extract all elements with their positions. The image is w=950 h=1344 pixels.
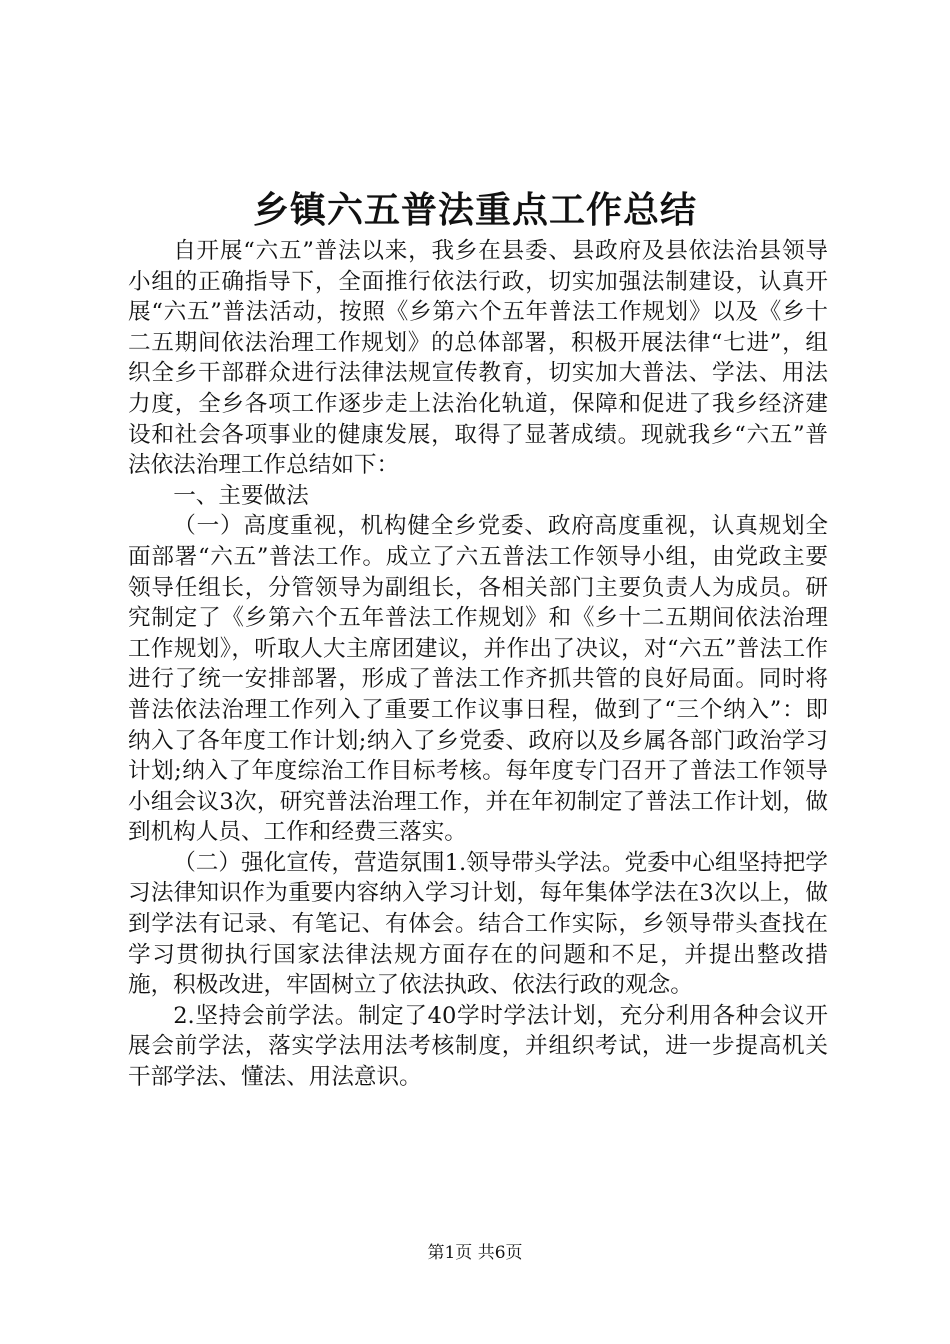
document-body — [128, 236, 828, 1093]
page-footer: 第1页 共6页 — [427, 1243, 523, 1263]
body-paragraph: 2.坚持会前学法。制定了40学时学法计划，充分利用各种会议开展会前学法，落实学法用法考核制度，并组织考试，进一步提高机关干部学法、懂法、用法意识。 — [128, 1002, 828, 1091]
section-heading: 一、主要做法 — [173, 482, 309, 509]
intro-paragraph: 自开展“六五”普法以来，我乡在县委、县政府及县依法治县领导小组的正确指导下，全面推行依法行政，切实加强法制建设，认真开展“六五”普法活动，按照《乡第六个五年普法工作规划》以及《乡十二五期间依法治理工作规划》的总体部署，积极开展法律“七进”，组织全乡干部群众进行法律法规宣传教育，切实加大普法、学法、用法力度，全乡各项工作逐步走上法治化轨道，保障和促进了我乡经济建设和社会各项事业的健康发展，取得了显著成绩。现就我乡“六五”普法依法治理工作总结如下： — [128, 238, 828, 479]
document-title: 乡镇六五普法重点工作总结 — [252, 189, 697, 231]
body-paragraph: （一）高度重视，机构健全乡党委、政府高度重视，认真规划全面部署“六五”普法工作。成立了六五普法工作领导小组，由党政主要领导任组长，分管领导为副组长，各相关部门主要负责人为成员。研究制定了《乡第六个五年普法工作规划》和《乡十二五期间依法治理工作规划》，听取人大主席团建议，并作出了决议，对“六五”普法工作进行了统一安排部署，形成了普法工作齐抓共管的良好局面。同时将普法依法治理工作列入了重要工作议事日程，做到了“三个纳入”：即纳入了各年度工作计划;纳入了乡党委、政府以及乡属各部门政治学习计划;纳入了年度综治工作目标考核。每年度专门召开了普法工作领导小组会议3次，研究普法治理工作，并在年初制定了普法工作计划，做到机构人员、工作和经费三落实。 — [128, 513, 828, 846]
body-paragraph: （二）强化宣传，营造氛围1.领导带头学法。党委中心组坚持把学习法律知识作为重要内容纳入学习计划，每年集体学法在3次以上，做到学法有记录、有笔记、有体会。结合工作实际，乡领导带头查找在学习贯彻执行国家法律法规方面存在的问题和不足，并提出整改措施，积极改进，牢固树立了依法执政、依法行政的观念。 — [128, 849, 828, 999]
